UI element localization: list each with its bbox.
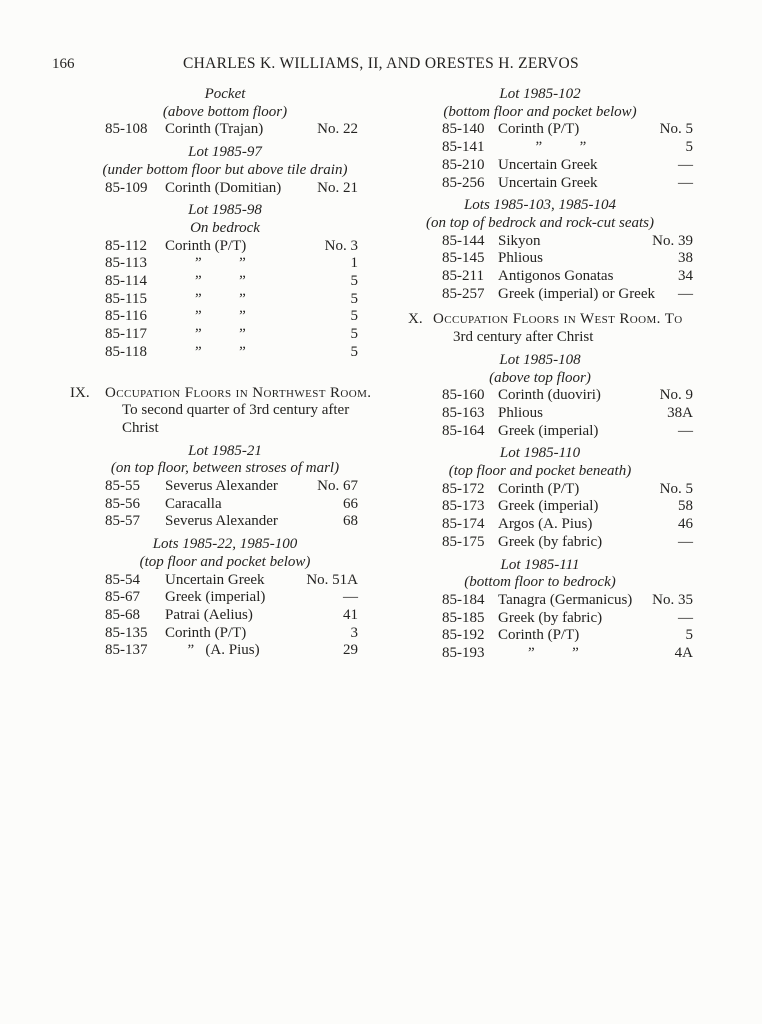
catalog-row bbox=[60, 238, 390, 256]
lot-heading bbox=[60, 443, 390, 478]
lot-title: Lots 1985-22, 1985-100 bbox=[152, 536, 298, 553]
catalog-number: 85-185 bbox=[442, 609, 485, 626]
catalog-row bbox=[60, 273, 390, 291]
catalog-ref: 46 bbox=[678, 516, 693, 533]
catalog-ref: 38 bbox=[678, 250, 693, 267]
catalog-number: 85-57 bbox=[105, 513, 140, 530]
catalog-number: 85-108 bbox=[105, 121, 148, 138]
catalog-ref: — bbox=[678, 174, 693, 191]
coin-description: Corinth (P/T) bbox=[498, 627, 580, 644]
catalog-row-group bbox=[400, 481, 730, 552]
section-heading bbox=[400, 311, 730, 346]
column-left bbox=[60, 86, 390, 660]
catalog-number: 85-118 bbox=[105, 343, 147, 360]
catalog-number: 85-192 bbox=[442, 627, 485, 644]
coin-description: Antigonos Gonatas bbox=[498, 268, 614, 285]
catalog-row bbox=[60, 642, 390, 660]
catalog-number: 85-175 bbox=[442, 533, 485, 550]
catalog-row-group bbox=[60, 478, 390, 531]
catalog-ref: — bbox=[678, 533, 693, 550]
coin-description: Uncertain Greek bbox=[498, 156, 598, 173]
lot-title: Lot 1985-110 bbox=[499, 445, 581, 462]
coin-description: Patrai (Aelius) bbox=[165, 606, 253, 623]
coin-description: ” ” bbox=[165, 308, 246, 325]
catalog-ref: 58 bbox=[678, 498, 693, 515]
page-number: 166 bbox=[52, 56, 75, 72]
catalog-row bbox=[400, 610, 730, 628]
catalog-row bbox=[60, 589, 390, 607]
catalog-number: 85-117 bbox=[105, 326, 147, 343]
catalog-row bbox=[400, 592, 730, 610]
catalog-ref: 5 bbox=[350, 290, 358, 307]
coin-description: Corinth (Trajan) bbox=[165, 121, 264, 138]
catalog-ref: — bbox=[678, 422, 693, 439]
catalog-ref: No. 35 bbox=[652, 591, 693, 608]
catalog-number: 85-141 bbox=[442, 139, 485, 156]
catalog-ref: 38A bbox=[667, 404, 693, 421]
catalog-ref: 68 bbox=[343, 513, 358, 530]
section-heading-line bbox=[400, 311, 730, 329]
catalog-number: 85-68 bbox=[105, 606, 140, 623]
catalog-ref: 66 bbox=[343, 495, 358, 512]
lot-heading bbox=[60, 86, 390, 121]
catalog-row bbox=[400, 516, 730, 534]
catalog-row bbox=[400, 157, 730, 175]
catalog-row bbox=[60, 496, 390, 514]
catalog-number: 85-172 bbox=[442, 480, 485, 497]
catalog-row bbox=[400, 645, 730, 663]
lot-title: Lot 1985-21 bbox=[188, 442, 262, 459]
section-heading-caps: Occupation Floors in West Room. To bbox=[433, 311, 683, 328]
coin-description: ” ” bbox=[165, 290, 246, 307]
catalog-number: 85-140 bbox=[442, 121, 485, 138]
catalog-number: 85-56 bbox=[105, 495, 140, 512]
catalog-ref: No. 5 bbox=[659, 480, 693, 497]
catalog-number: 85-114 bbox=[105, 273, 147, 290]
catalog-number: 85-160 bbox=[442, 387, 485, 404]
catalog-row bbox=[400, 139, 730, 157]
coin-description: Corinth (P/T) bbox=[165, 237, 247, 254]
lot-heading bbox=[400, 557, 730, 592]
column-right bbox=[400, 86, 730, 663]
catalog-ref: 5 bbox=[350, 273, 358, 290]
lot-subtitle: (on top of bedrock and rock-cut seats) bbox=[426, 214, 654, 231]
section-heading-continuation: 3rd century after Christ bbox=[453, 329, 594, 346]
coin-description: Sikyon bbox=[498, 232, 541, 249]
lot-subtitle: (top floor and pocket beneath) bbox=[448, 463, 632, 480]
catalog-number: 85-257 bbox=[442, 285, 485, 302]
coin-description: Greek (imperial) or Greek bbox=[498, 285, 656, 302]
coin-description: Phlious bbox=[498, 404, 544, 421]
lot-title: Lot 1985-102 bbox=[499, 86, 581, 102]
section-heading-continuation: To second quarter of 3rd century after bbox=[122, 402, 350, 419]
catalog-row bbox=[60, 308, 390, 326]
catalog-number: 85-109 bbox=[105, 179, 148, 196]
catalog-number: 85-55 bbox=[105, 478, 140, 495]
coin-description: Corinth (P/T) bbox=[165, 624, 247, 641]
catalog-ref: 29 bbox=[343, 642, 358, 659]
catalog-row bbox=[400, 175, 730, 193]
catalog-ref: 5 bbox=[685, 627, 693, 644]
catalog-number: 85-210 bbox=[442, 156, 485, 173]
catalog-row bbox=[60, 291, 390, 309]
lot-heading bbox=[400, 197, 730, 232]
catalog-row bbox=[60, 572, 390, 590]
catalog-row bbox=[60, 180, 390, 198]
lot-subtitle: (under bottom floor but above tile drain) bbox=[102, 161, 348, 178]
lot-heading bbox=[60, 144, 390, 179]
catalog-ref: 5 bbox=[685, 139, 693, 156]
catalog-row bbox=[60, 513, 390, 531]
catalog-number: 85-193 bbox=[442, 645, 485, 662]
section-heading-continuation: Christ bbox=[122, 419, 159, 436]
catalog-ref: No. 39 bbox=[652, 232, 693, 249]
catalog-ref: No. 51A bbox=[306, 571, 358, 588]
catalog-number: 85-173 bbox=[442, 498, 485, 515]
catalog-ref: No. 5 bbox=[659, 121, 693, 138]
coin-description: Corinth (Domitian) bbox=[165, 179, 282, 196]
catalog-row bbox=[400, 627, 730, 645]
catalog-row bbox=[400, 534, 730, 552]
catalog-row bbox=[400, 387, 730, 405]
catalog-row bbox=[60, 607, 390, 625]
coin-description: Uncertain Greek bbox=[165, 571, 265, 588]
catalog-ref: 5 bbox=[350, 343, 358, 360]
lot-title: Lot 1985-98 bbox=[188, 202, 262, 219]
coin-description: Severus Alexander bbox=[165, 478, 278, 495]
lot-subtitle: (on top floor, between stroses of marl) bbox=[110, 460, 340, 477]
lot-subtitle: (above bottom floor) bbox=[162, 103, 288, 120]
catalog-row-group bbox=[60, 121, 390, 139]
catalog-row bbox=[400, 250, 730, 268]
coin-description: Uncertain Greek bbox=[498, 174, 598, 191]
coin-description: Greek (by fabric) bbox=[498, 533, 603, 550]
catalog-number: 85-54 bbox=[105, 571, 140, 588]
catalog-row bbox=[400, 481, 730, 499]
catalog-ref: — bbox=[343, 589, 358, 606]
lot-subtitle: (bottom floor to bedrock) bbox=[464, 574, 616, 591]
catalog-number: 85-184 bbox=[442, 591, 485, 608]
coin-description: ” (A. Pius) bbox=[165, 642, 260, 659]
catalog-number: 85-164 bbox=[442, 422, 485, 439]
coin-description: ” ” bbox=[498, 645, 579, 662]
lot-subtitle: (top floor and pocket below) bbox=[139, 553, 311, 570]
lot-subtitle: On bedrock bbox=[190, 219, 260, 236]
catalog-number: 85-163 bbox=[442, 404, 485, 421]
lot-title: Lot 1985-97 bbox=[188, 144, 262, 161]
catalog-row bbox=[60, 255, 390, 273]
catalog-number: 85-174 bbox=[442, 516, 485, 533]
catalog-row-group bbox=[60, 180, 390, 198]
catalog-number: 85-67 bbox=[105, 589, 140, 606]
section-numeral: IX. bbox=[70, 384, 90, 401]
catalog-row bbox=[400, 121, 730, 139]
section-heading-caps: Occupation Floors in Northwest Room. bbox=[105, 384, 372, 401]
catalog-row bbox=[400, 233, 730, 251]
catalog-row-group bbox=[400, 592, 730, 663]
lot-subtitle: (above top floor) bbox=[489, 369, 591, 386]
catalog-row-group bbox=[60, 572, 390, 661]
coin-description: Corinth (P/T) bbox=[498, 480, 580, 497]
catalog-ref: 1 bbox=[350, 255, 358, 272]
catalog-ref: 4A bbox=[674, 645, 693, 662]
lot-title: Pocket bbox=[204, 86, 246, 102]
section-numeral: X. bbox=[408, 311, 423, 328]
lot-heading bbox=[400, 445, 730, 480]
catalog-row-group bbox=[400, 233, 730, 304]
catalog-row-group bbox=[400, 121, 730, 192]
catalog-ref: — bbox=[678, 156, 693, 173]
catalog-ref: — bbox=[678, 285, 693, 302]
catalog-ref: 5 bbox=[350, 326, 358, 343]
lot-title: Lot 1985-108 bbox=[499, 351, 581, 368]
catalog-ref: No. 9 bbox=[659, 387, 693, 404]
coin-description: Greek (imperial) bbox=[165, 589, 266, 606]
catalog-row bbox=[400, 405, 730, 423]
coin-description: Severus Alexander bbox=[165, 513, 278, 530]
catalog-number: 85-137 bbox=[105, 642, 148, 659]
catalog-number: 85-116 bbox=[105, 308, 147, 325]
catalog-row bbox=[60, 326, 390, 344]
lot-heading bbox=[60, 536, 390, 571]
lot-heading bbox=[60, 202, 390, 237]
coin-description: Phlious bbox=[498, 250, 544, 267]
coin-description: Argos (A. Pius) bbox=[498, 516, 593, 533]
catalog-ref: No. 3 bbox=[324, 237, 358, 254]
catalog-row bbox=[400, 498, 730, 516]
catalog-row bbox=[400, 268, 730, 286]
catalog-number: 85-256 bbox=[442, 174, 485, 191]
catalog-ref: 5 bbox=[350, 308, 358, 325]
catalog-ref: No. 22 bbox=[317, 121, 358, 138]
coin-description: Greek (imperial) bbox=[498, 498, 599, 515]
catalog-number: 85-211 bbox=[442, 268, 484, 285]
coin-description: Corinth (P/T) bbox=[498, 121, 580, 138]
catalog-row-group bbox=[60, 238, 390, 362]
catalog-row bbox=[60, 344, 390, 362]
coin-description: Caracalla bbox=[165, 495, 222, 512]
catalog-row-group bbox=[400, 387, 730, 440]
lot-heading bbox=[400, 86, 730, 121]
coin-description: Tanagra (Germanicus) bbox=[498, 591, 633, 608]
coin-description: ” ” bbox=[498, 139, 587, 156]
coin-description: ” ” bbox=[165, 273, 246, 290]
catalog-ref: No. 21 bbox=[317, 179, 358, 196]
catalog-number: 85-115 bbox=[105, 290, 147, 307]
catalog-row bbox=[400, 286, 730, 304]
catalog-number: 85-135 bbox=[105, 624, 148, 641]
lot-title: Lot 1985-111 bbox=[500, 556, 580, 573]
catalog-ref: 34 bbox=[678, 268, 693, 285]
coin-description: ” ” bbox=[165, 255, 246, 272]
section-heading bbox=[60, 385, 390, 438]
catalog-ref: No. 67 bbox=[317, 478, 358, 495]
section-heading-line bbox=[60, 385, 390, 403]
coin-description: ” ” bbox=[165, 343, 246, 360]
catalog-number: 85-113 bbox=[105, 255, 147, 272]
catalog-ref: 3 bbox=[350, 624, 358, 641]
catalog-row bbox=[60, 121, 390, 139]
catalog-ref: 41 bbox=[343, 606, 358, 623]
catalog-number: 85-145 bbox=[442, 250, 485, 267]
page-title: CHARLES K. WILLIAMS, II, AND ORESTES H. ZERVOS bbox=[183, 55, 579, 72]
lot-heading bbox=[400, 352, 730, 387]
catalog-row bbox=[60, 625, 390, 643]
coin-description: ” ” bbox=[165, 326, 246, 343]
catalog-ref: — bbox=[678, 609, 693, 626]
catalog-number: 85-144 bbox=[442, 232, 485, 249]
lot-title: Lots 1985-103, 1985-104 bbox=[463, 197, 617, 214]
catalog-row bbox=[400, 423, 730, 441]
coin-description: Corinth (duoviri) bbox=[498, 387, 601, 404]
lot-subtitle: (bottom floor and pocket below) bbox=[443, 103, 637, 120]
catalog-number: 85-112 bbox=[105, 237, 147, 254]
coin-description: Greek (imperial) bbox=[498, 422, 599, 439]
coin-description: Greek (by fabric) bbox=[498, 609, 603, 626]
catalog-row bbox=[60, 478, 390, 496]
